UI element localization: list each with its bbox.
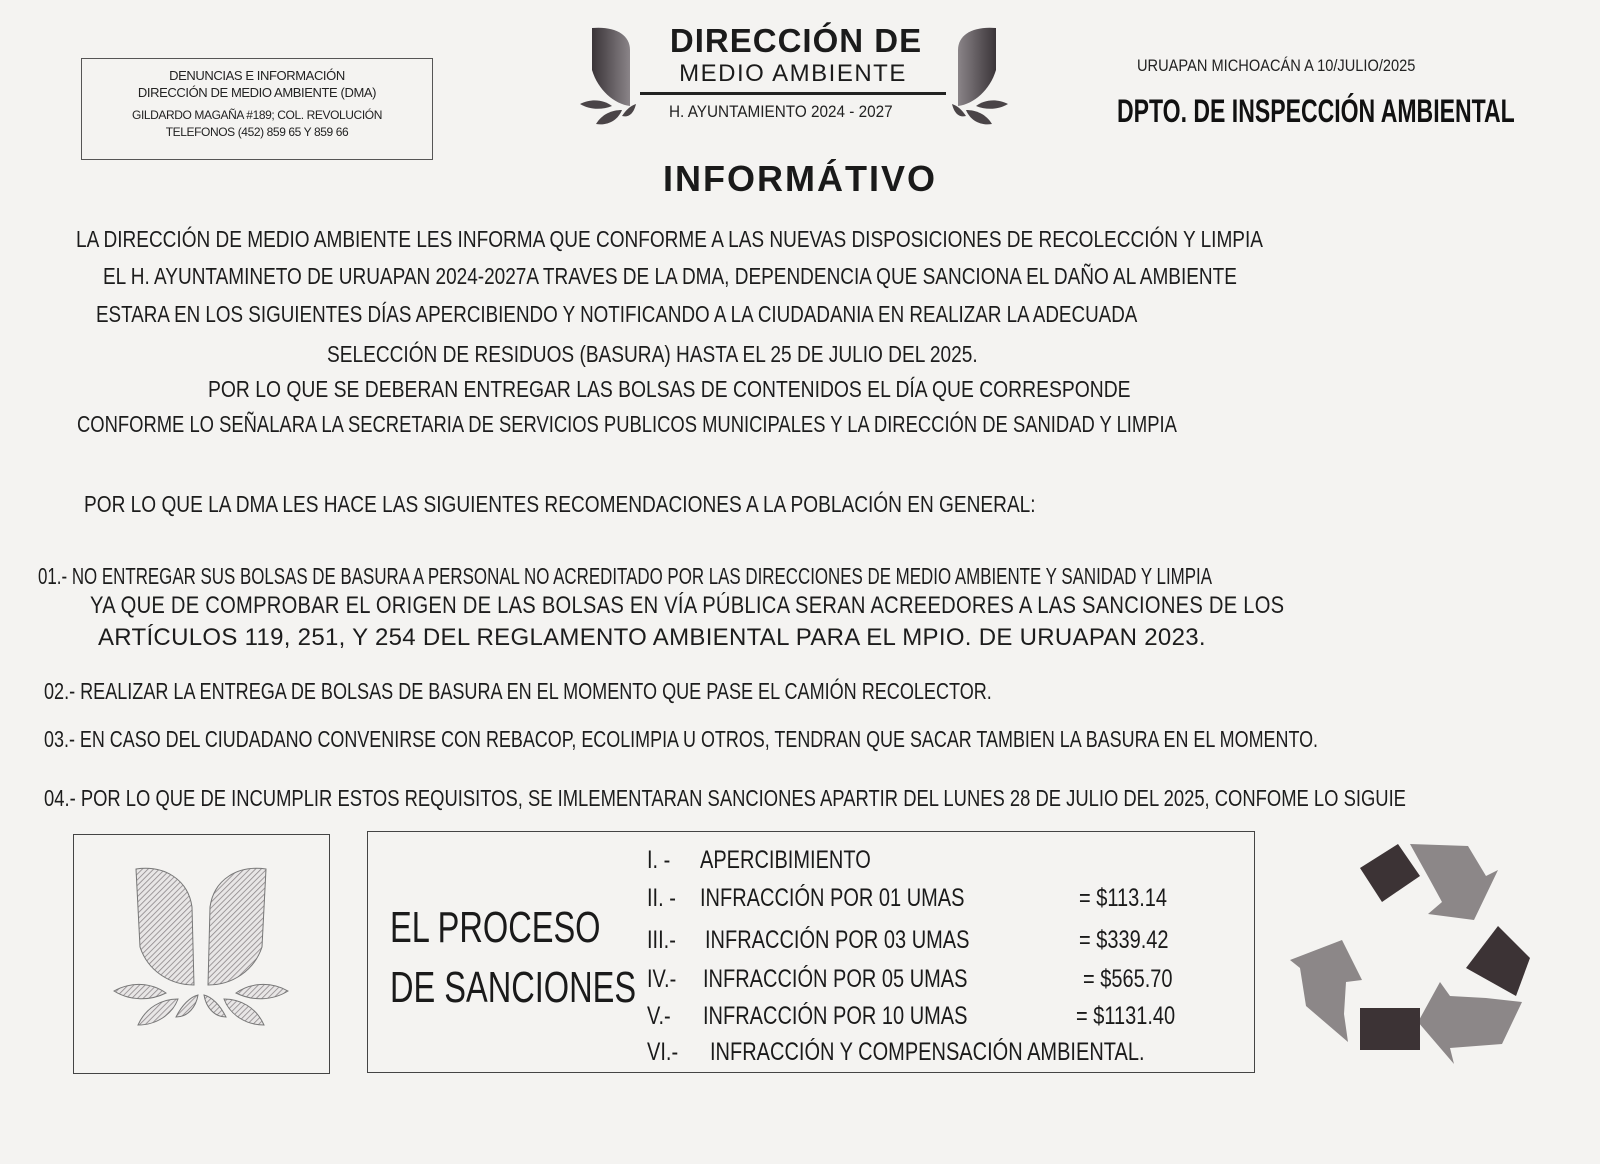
sanctions-title-line-1-text: EL PROCESO xyxy=(390,903,601,952)
recommendation-2 xyxy=(44,678,1251,705)
intro-line-5 xyxy=(208,376,1306,403)
recommendation-1-line-2 xyxy=(90,592,1512,620)
sanction-num-3 xyxy=(647,926,683,955)
sanction-num-2 xyxy=(647,884,683,913)
sanction-num-4-text: IV.- xyxy=(647,965,677,993)
recommendations-intro xyxy=(84,491,1231,518)
recommendation-4-text: 04.- POR LO QUE DE INCUMPLIR ESTOS REQUISITOS, SE IMLEMENTARAN SANCIONES APARTIR DEL LUNES 28 DE JULIO DEL 2025, CONFOME LO SIGUIE xyxy=(44,785,1406,811)
intro-line-2 xyxy=(103,263,1476,290)
recommendation-4 xyxy=(44,785,1600,812)
sanction-text-3-text: INFRACCIÓN POR 03 UMAS xyxy=(705,926,970,954)
contact-address: GILDARDO MAGAÑA #189; COL. REVOLUCIÓN xyxy=(132,108,382,122)
recommendation-3 xyxy=(44,726,1600,753)
place-date-text: URUAPAN MICHOACÁN A 10/JULIO/2025 xyxy=(1137,56,1416,75)
sanction-num-4 xyxy=(647,965,684,994)
sanction-amount-2-text: = $113.14 xyxy=(1079,884,1168,912)
recommendation-3-text: 03.- EN CASO DEL CIUDADANO CONVENIRSE CON REBACOP, ECOLIMPIA U OTROS, TENDRAN QUE SACAR TAMBIEN LA BASURA EN EL MOMENTO. xyxy=(44,726,1319,752)
recycle-icon xyxy=(1290,836,1550,1068)
sanctions-title xyxy=(390,898,723,1018)
recommendation-1-line-3 xyxy=(98,624,1206,652)
recommendation-2-text: 02.- REALIZAR LA ENTREGA DE BOLSAS DE BASURA EN EL MOMENTO QUE PASE EL CAMIÓN RECOLECTOR. xyxy=(44,678,992,704)
emblem-box xyxy=(73,834,330,1074)
department-text: DPTO. DE INSPECCIÓN AMBIENTAL xyxy=(1117,93,1515,129)
sanction-text-5-text: INFRACCIÓN POR 10 UMAS xyxy=(703,1002,968,1030)
sanction-amount-2 xyxy=(1079,884,1189,913)
intro-line-2-text: EL H. AYUNTAMINETO DE URUAPAN 2024-2027A TRAVES DE LA DMA, DEPENDENCIA QUE SANCIONA EL DAÑO AL AMBIENTE xyxy=(103,263,1237,289)
sanction-text-5 xyxy=(703,1002,1034,1031)
intro-line-3 xyxy=(96,301,1369,328)
header-title: DIRECCIÓN DE xyxy=(669,22,923,59)
sanction-num-2-text: II. - xyxy=(647,884,676,912)
recommendation-1-line-2-text: YA QUE DE COMPROBAR EL ORIGEN DE LAS BOLSAS EN VÍA PÚBLICA SERAN ACREEDORES A LAS SANCIONES DE LOS xyxy=(90,592,1285,619)
place-date xyxy=(1137,56,1461,76)
intro-line-4-text: SELECCIÓN DE RESIDUOS (BASURA) HASTA EL 25 DE JULIO DEL 2025. xyxy=(327,341,978,367)
sanction-amount-3-text: = $339.42 xyxy=(1079,926,1169,954)
intro-line-6-text: CONFORME LO SEÑALARA LA SECRETARIA DE SERVICIOS PUBLICOS MUNICIPALES Y LA DIRECCIÓN DE SANIDAD Y LIMPIA xyxy=(77,411,1177,437)
sanction-text-2-text: INFRACCIÓN POR 01 UMAS xyxy=(700,884,965,912)
recommendation-1-line-1 xyxy=(38,563,1600,590)
sanction-text-4 xyxy=(703,965,1034,994)
sanction-amount-4 xyxy=(1083,965,1195,994)
contact-phones: TELEFONOS (452) 859 65 Y 859 66 xyxy=(165,125,349,139)
sanction-text-1-text: APERCIBIMIENTO xyxy=(700,846,871,874)
sanction-num-5 xyxy=(647,1002,677,1031)
intro-line-1-text: LA DIRECCIÓN DE MEDIO AMBIENTE LES INFORMA QUE CONFORME A LAS NUEVAS DISPOSICIONES DE RECOLECCIÓN Y LIMPIA xyxy=(76,226,1263,252)
sanction-text-2 xyxy=(700,884,1031,913)
sanction-num-3-text: III.- xyxy=(647,926,676,954)
recommendation-1-line-3-text: ARTÍCULOS 119, 251, Y 254 DEL REGLAMENTO AMBIENTAL PARA EL MPIO. DE URUAPAN 2023. xyxy=(98,624,1206,651)
header-divider xyxy=(640,92,946,95)
sanctions-title-line-2-text: DE SANCIONES xyxy=(390,963,637,1012)
sanction-text-3 xyxy=(705,926,1036,955)
sanction-num-1 xyxy=(647,846,676,875)
dma-emblem-icon xyxy=(74,835,328,1071)
intro-line-4 xyxy=(327,341,1111,368)
sanction-amount-5-text: = $1131.40 xyxy=(1076,1002,1176,1030)
sanction-num-6-text: VI.- xyxy=(647,1038,679,1066)
sanction-text-6 xyxy=(710,1038,1253,1067)
sanction-amount-4-text: = $565.70 xyxy=(1083,965,1173,993)
sanction-num-1-text: I. - xyxy=(647,846,671,874)
sanction-amount-3 xyxy=(1079,926,1191,955)
sanction-num-5-text: V.- xyxy=(647,1002,671,1030)
sanction-text-1 xyxy=(700,846,913,875)
department-name xyxy=(1117,93,1600,130)
contact-line-1: DENUNCIAS E INFORMACIÓN xyxy=(169,68,345,83)
recommendation-1-line-1-text: 01.- NO ENTREGAR SUS BOLSAS DE BASURA A PERSONAL NO ACREDITADO POR LAS DIRECCIONES DE MEDIO AMBIENTE Y SANIDAD Y LIMPIA xyxy=(38,563,1212,589)
header-ayuntamiento-text: H. AYUNTAMIENTO 2024 - 2027 xyxy=(668,102,893,121)
sanction-text-4-text: INFRACCIÓN POR 05 UMAS xyxy=(703,965,968,993)
contact-line-2: DIRECCIÓN DE MEDIO AMBIENTE (DMA) xyxy=(137,85,377,100)
sanction-num-6 xyxy=(647,1038,686,1067)
intro-line-3-text: ESTARA EN LOS SIGUIENTES DÍAS APERCIBIENDO Y NOTIFICANDO A LA CIUDADANIA EN REALIZAR LA ADECUADA xyxy=(96,301,1138,327)
header-ayuntamiento xyxy=(640,102,946,122)
contact-info-box xyxy=(81,58,433,160)
sanction-text-6-text: INFRACCIÓN Y COMPENSACIÓN AMBIENTAL. xyxy=(710,1038,1145,1066)
intro-line-5-text: POR LO QUE SE DEBERAN ENTREGAR LAS BOLSAS DE CONTENIDOS EL DÍA QUE CORRESPONDE xyxy=(208,376,1131,402)
intro-line-1 xyxy=(76,226,1511,253)
intro-line-6 xyxy=(77,411,1452,438)
document-title: INFORMÁTIVO xyxy=(663,158,937,199)
header-subtitle: MEDIO AMBIENTE xyxy=(679,60,907,87)
recommendations-intro-text: POR LO QUE LA DMA LES HACE LAS SIGUIENTES RECOMENDACIONES A LA POBLACIÓN EN GENERAL: xyxy=(84,491,1036,517)
sanction-amount-5 xyxy=(1076,1002,1200,1031)
